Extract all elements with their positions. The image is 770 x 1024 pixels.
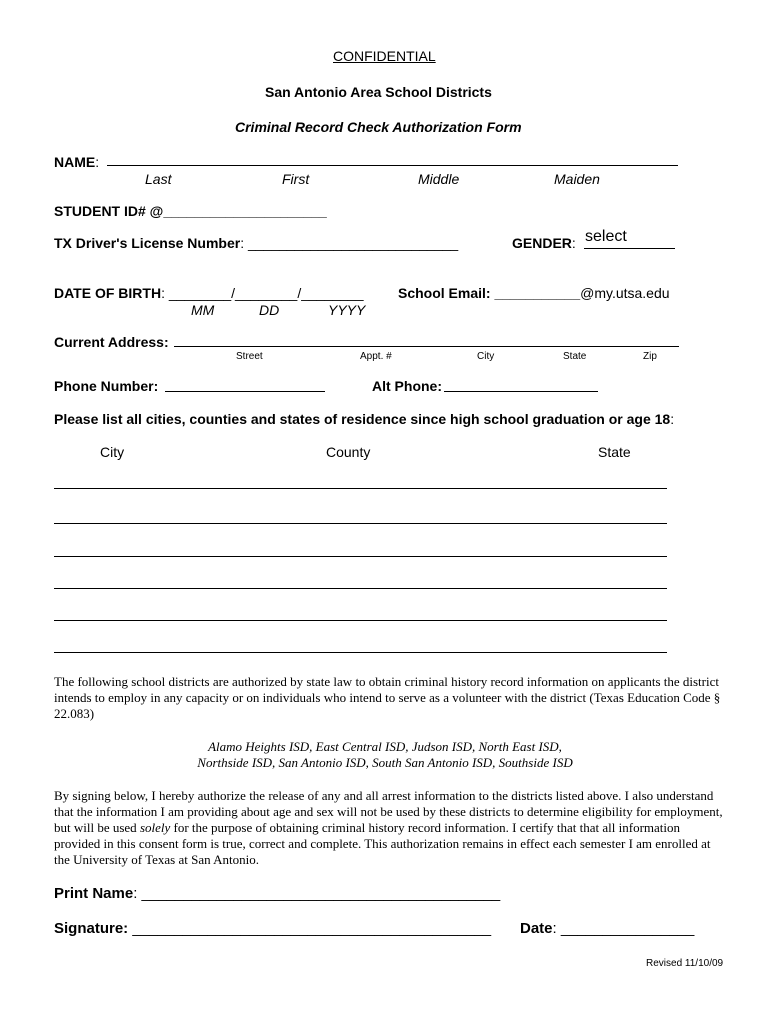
residence-col-city: City [100,444,125,460]
email-suffix: @my.utsa.edu [580,285,670,301]
print-name-label: Print Name [54,885,134,902]
consent-paragraph [54,788,726,868]
residence-prompt: Please list all cities, counties and states of residence since high school graduation or age 18 [54,411,671,427]
name-sub-last: Last [145,171,172,187]
name-colon: : [95,154,100,170]
student-id-field[interactable]: STUDENT ID# @_____________________ [54,203,327,219]
districts-line-1: Alamo Heights ISD, East Central ISD, Judson ISD, North East ISD, [208,739,562,754]
name-label: NAME [54,154,96,170]
residence-line-3[interactable] [54,556,667,557]
residence-line-1[interactable] [54,488,667,489]
dob-sub-mm: MM [191,302,215,318]
consent-text-b: for the purpose of obtaining criminal history record information. I certify that that all information provided in this consent form is true, correct and complete. This authorization remains in effect each semester I am enrolled at the University of Texas at San Antonio. [54,820,711,867]
residence-line-5[interactable] [54,620,667,621]
revised-date: Revised 11/10/09 [646,958,724,969]
alt-phone-label: Alt Phone: [372,378,442,394]
address-label: Current Address: [54,334,169,350]
address-sub-city: City [477,351,495,362]
residence-prompt-colon: : [670,411,675,427]
address-sub-appt: Appt. # [360,351,392,362]
alt-phone-field[interactable] [444,391,598,392]
print-name-row [54,885,500,902]
date-field[interactable]: : ________________ [552,920,695,937]
gender-colon: : [571,235,576,251]
residence-line-6[interactable] [54,652,667,653]
residence-line-4[interactable] [54,588,667,589]
email-row [398,285,670,301]
name-sub-middle: Middle [418,171,460,187]
residence-col-state: State [598,444,631,460]
name-sub-maiden: Maiden [554,171,600,187]
name-sub-first: First [282,171,310,187]
license-label: TX Driver's License Number [54,235,241,251]
org-title: San Antonio Area School Districts [265,84,492,100]
dob-sub-dd: DD [259,302,280,318]
gender-label: GENDER [512,235,572,251]
consent-text-a: By signing below, I hereby authorize the release of any and all arrest information to the districts listed above. I also understand that the information I am providing about age and sex will not be used by these districts to determine eligibility for employment, but will be used [54,788,723,835]
residence-line-2[interactable] [54,523,667,524]
confidential-heading: CONFIDENTIAL [333,48,436,64]
gender-label-group [512,235,576,251]
dob-row [54,285,364,301]
dob-sub-yyyy: YYYY [328,302,366,318]
form-title: Criminal Record Check Authorization Form [235,119,522,135]
dob-field[interactable]: : ________/________/________ [161,285,364,301]
districts-line-2: Northside ISD, San Antonio ISD, South San Antonio ISD, Southside ISD [197,755,573,770]
dob-label: DATE OF BIRTH [54,285,162,301]
license-field[interactable]: : ___________________________ [240,235,459,251]
residence-col-county: County [326,444,371,460]
gender-select[interactable]: select [584,228,675,249]
print-name-field[interactable]: : ___________________________________________ [133,885,501,902]
email-field[interactable]: School Email: ___________ [398,285,581,301]
address-field[interactable] [174,346,679,347]
residence-prompt-group [54,411,674,427]
signature-label: Signature: [54,920,129,937]
date-label: Date [520,920,553,937]
address-sub-zip: Zip [643,351,657,362]
authorization-paragraph: The following school districts are authorized by state law to obtain criminal history record information on applicants the district intends to employ in any capacity or on individuals who intend to serve as a volunteer with the district (Texas Education Code § 22.083) [54,674,721,721]
phone-field[interactable] [165,391,325,392]
license-row [54,235,458,251]
consent-text-solely: solely [139,820,171,835]
name-field[interactable] [107,165,678,166]
address-sub-state: State [563,351,587,362]
address-sub-street: Street [236,351,263,362]
phone-label: Phone Number: [54,378,159,394]
signature-row [54,920,491,937]
date-row [520,920,694,937]
name-label-group [54,154,99,170]
signature-field[interactable]: ___________________________________________ [128,920,492,937]
